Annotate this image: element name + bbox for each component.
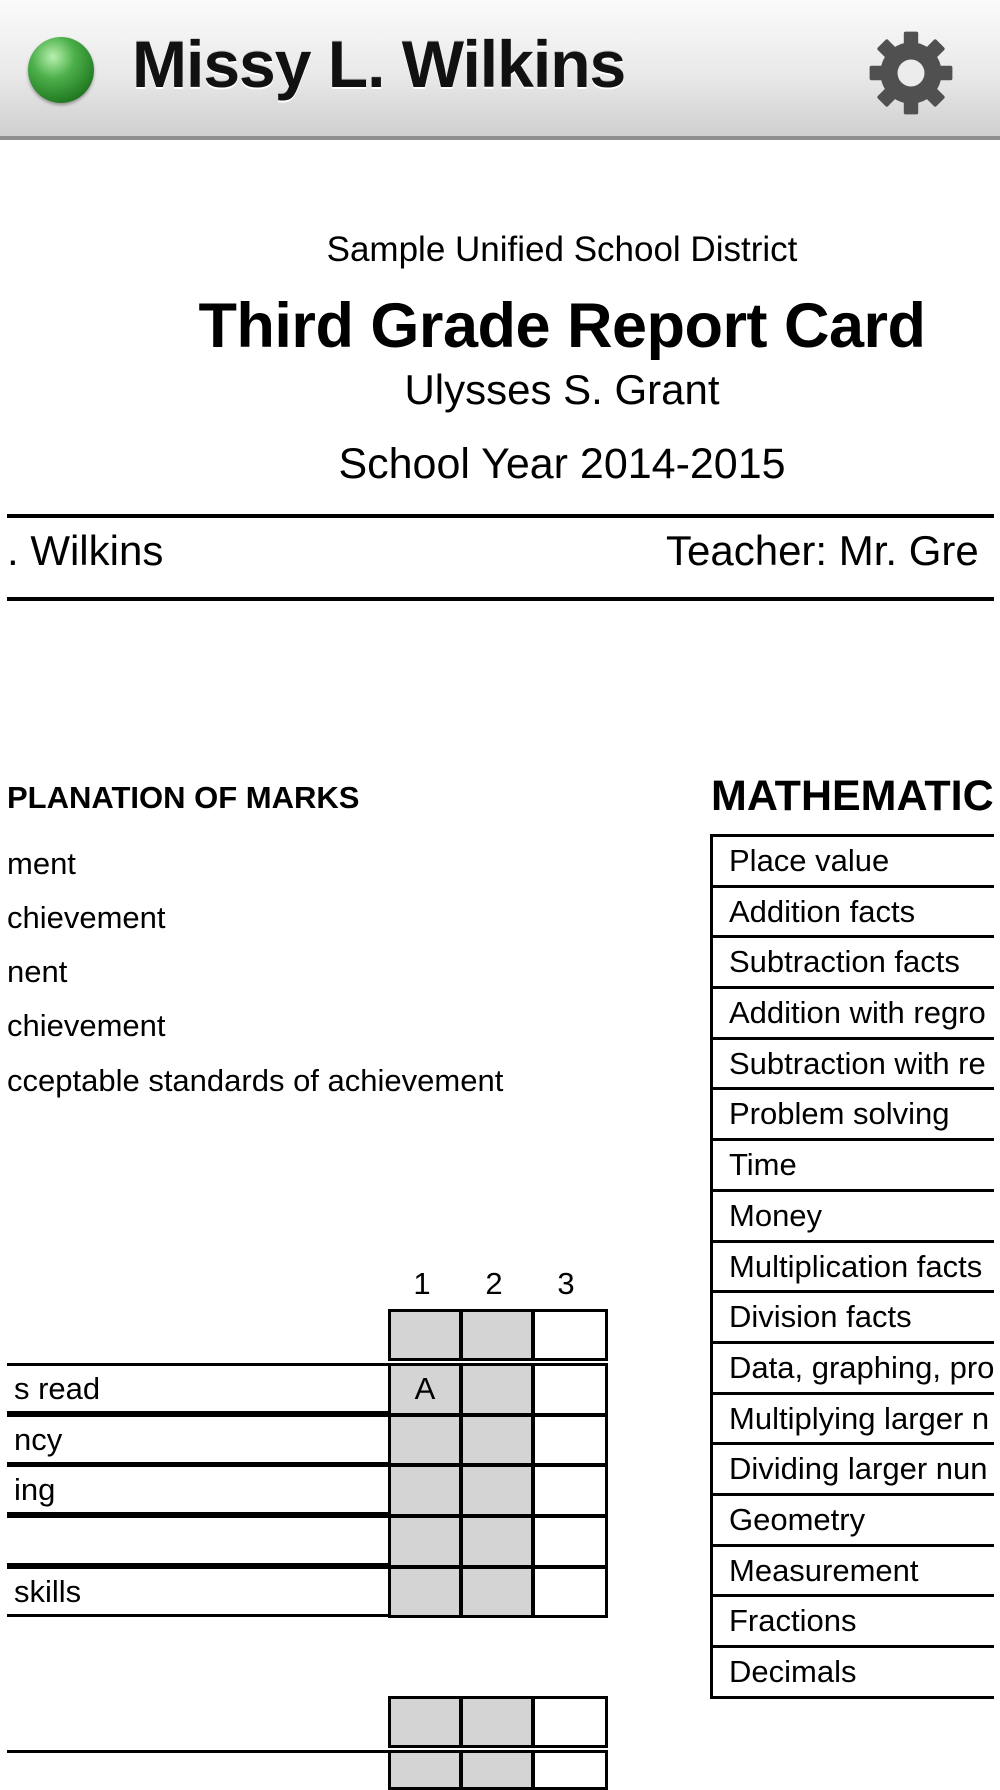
grade-cell [532,1515,608,1568]
math-skill-row: Multiplying larger n [713,1395,1000,1446]
math-skill-row: Multiplication facts [713,1243,1000,1294]
grade-cell [388,1414,462,1467]
student-name-title: Missy L. Wilkins [132,27,626,101]
grade-value: A [414,1371,436,1406]
grade-cell [388,1566,462,1619]
top-bar [0,0,1000,140]
math-skill-row: Subtraction with re [713,1040,1000,1091]
grade-header-cell [532,1696,608,1748]
math-skill-row: Data, graphing, pro [713,1344,1000,1395]
grade-row-label: skills [7,1566,388,1617]
grade-cell [532,1414,608,1467]
grade-cell [388,1750,462,1790]
report-card-title: Third Grade Report Card [198,291,926,361]
gear-icon[interactable] [866,28,956,118]
term-column-header: 1 [413,1266,431,1301]
grade-cell [460,1464,534,1517]
grade-cell [460,1515,534,1568]
mathematics-heading: MATHEMATIC [711,772,994,820]
grade-cell [460,1566,534,1619]
math-skill-row: Geometry [713,1496,1000,1547]
mathematics-table [710,834,1000,1699]
grade-row-label [7,1515,388,1566]
math-skill-row: Division facts [713,1293,1000,1344]
grade-cell [388,1515,462,1568]
grade-cell [388,1464,462,1517]
mark-explanation: ment [7,846,76,881]
page-edge [994,140,1000,1778]
grade-row-label: ing [7,1464,388,1515]
grade-header-cell [388,1696,462,1748]
grade-header-cell [460,1696,534,1748]
grade-row-label: s read [7,1363,388,1414]
grade-cell [532,1566,608,1619]
grade-header-cell [388,1309,462,1361]
math-skill-row: Addition with regro [713,989,1000,1040]
grade-cell [460,1750,534,1790]
teacher-name: Teacher: Mr. Gre [666,527,979,574]
marks-heading: PLANATION OF MARKS [7,780,360,815]
math-skill-row: Dividing larger nun [713,1445,1000,1496]
grade-cell [460,1414,534,1467]
status-dot-icon [28,37,94,103]
school-year: School Year 2014-2015 [338,440,786,488]
math-skill-row: Money [713,1192,1000,1243]
divider [7,597,994,601]
term-column-header: 2 [485,1266,503,1301]
grade-header-cell [460,1309,534,1361]
math-skill-row: Addition facts [713,888,1000,939]
divider [7,514,994,518]
mark-explanation: chievement [7,1008,166,1043]
math-skill-row: Subtraction facts [713,938,1000,989]
math-skill-row: Problem solving [713,1090,1000,1141]
term-column-header: 3 [557,1266,575,1301]
table-row-border [7,1750,388,1753]
school-name: Ulysses S. Grant [404,366,720,413]
mark-explanation: chievement [7,900,166,935]
grade-header-cell [532,1309,608,1361]
grade-row-label: ncy [7,1414,388,1465]
grade-cell [460,1363,534,1416]
math-skill-row: Fractions [713,1597,1000,1648]
grade-cell [532,1750,608,1790]
math-skill-row: Measurement [713,1547,1000,1598]
mark-explanation: nent [7,954,68,989]
grade-cell [532,1464,608,1517]
student-name: . Wilkins [7,527,164,574]
math-skill-row: Place value [713,837,1000,888]
math-skill-row: Time [713,1141,1000,1192]
grade-cell [532,1363,608,1416]
mark-explanation: cceptable standards of achievement [7,1063,504,1098]
district-name: Sample Unified School District [326,230,798,269]
math-skill-row: Decimals [713,1648,1000,1699]
